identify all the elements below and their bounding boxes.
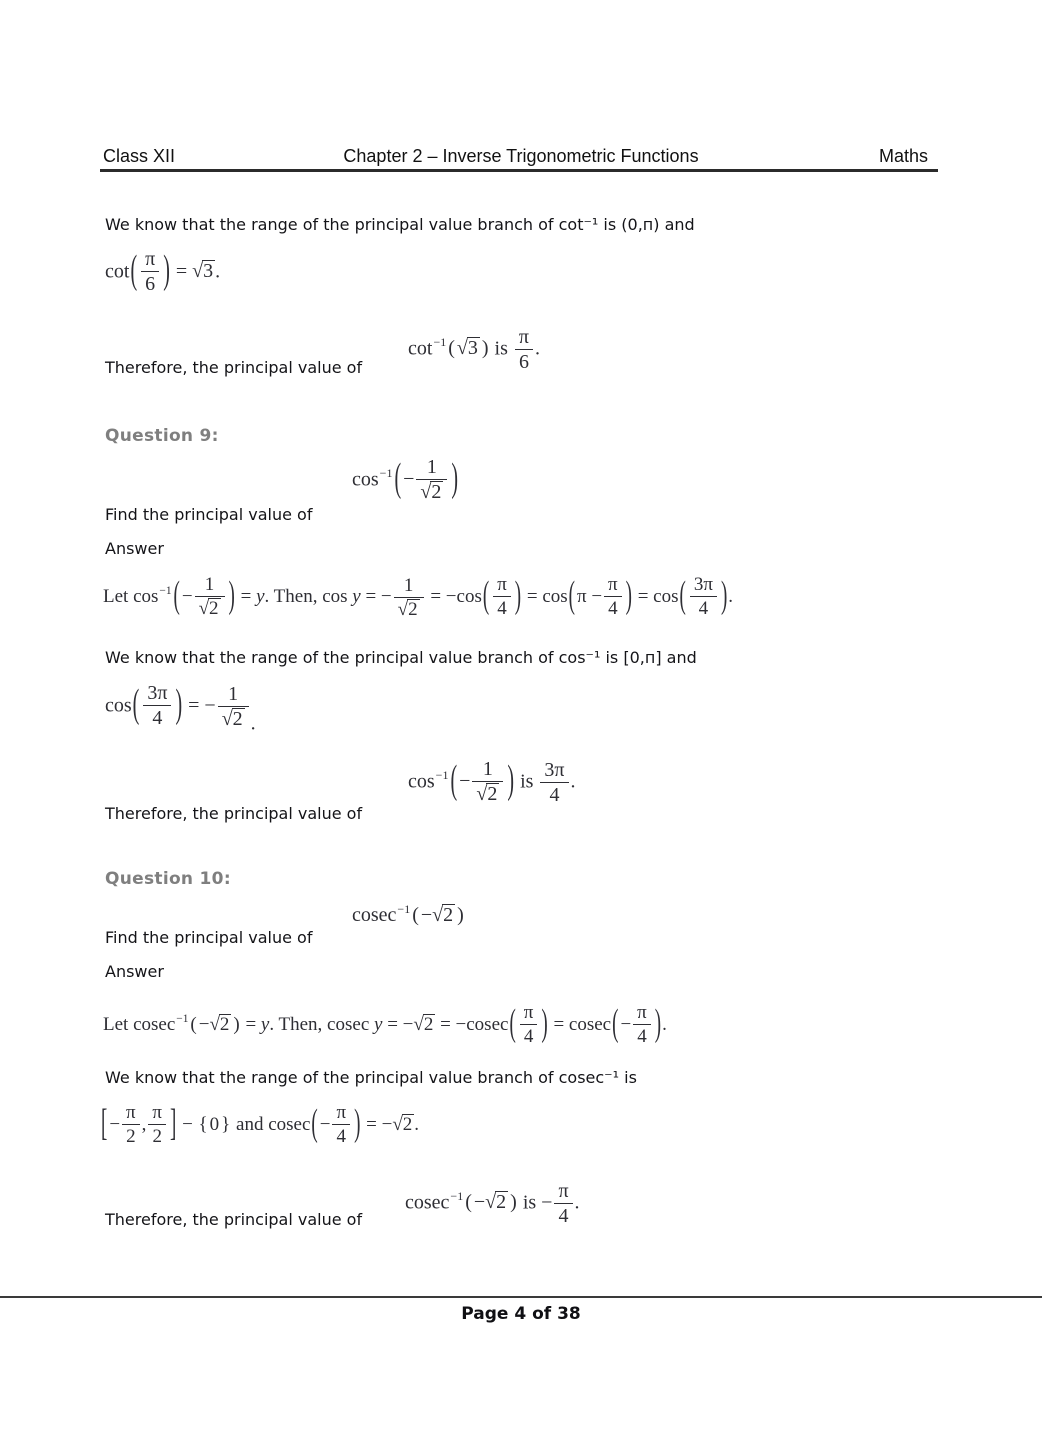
- math-text: .: [570, 770, 576, 793]
- paren-delimiter: (: [482, 574, 490, 618]
- math-text: .: [728, 585, 734, 607]
- denominator: [633, 1025, 651, 1047]
- numerator: [332, 1102, 350, 1125]
- radical-icon: √: [392, 1113, 403, 1135]
- math-text: −: [403, 468, 415, 491]
- numerator: [416, 456, 447, 480]
- paren-delimiter: ): [451, 456, 459, 501]
- fence: [464, 1191, 518, 1214]
- radicand: [402, 1114, 415, 1136]
- radicand: [442, 904, 455, 927]
- fence: [132, 682, 183, 730]
- math-text: 6: [145, 273, 156, 296]
- fraction: [515, 326, 533, 374]
- formula-cosec-inv-is: [405, 1180, 580, 1228]
- math-text: .: [574, 1191, 580, 1214]
- numerator: [554, 1180, 572, 1204]
- fraction: [394, 575, 424, 621]
- math-text: π: [145, 248, 156, 270]
- denominator: [472, 782, 503, 806]
- fence: [482, 574, 522, 620]
- paren-delimiter: ): [625, 574, 632, 618]
- math-text: π: [637, 1002, 647, 1023]
- math-text: π: [152, 1102, 162, 1123]
- fence-content: [181, 574, 228, 620]
- question-10-heading: Question 10:: [105, 869, 231, 889]
- numerator: [520, 1002, 538, 1025]
- header-subject-label: Maths: [878, 146, 928, 166]
- math-text: 2: [126, 1126, 136, 1148]
- math-text: . Then, cosec: [269, 1013, 374, 1035]
- footer-rule: [0, 1296, 1042, 1298]
- math-text: −: [420, 904, 433, 927]
- formula-cosec-inv-arg: [352, 902, 465, 927]
- radical-icon: √: [209, 1013, 220, 1035]
- numerator: [122, 1102, 140, 1125]
- fraction: [122, 1102, 140, 1148]
- fence-content: [619, 1002, 653, 1048]
- math-text: 3π: [693, 574, 713, 596]
- superscript: −1: [435, 768, 449, 783]
- radical-icon: √: [456, 337, 468, 360]
- math-var: y: [260, 1013, 270, 1035]
- radicand: [486, 783, 499, 806]
- math-text: 1: [403, 574, 414, 596]
- math-text: =: [170, 260, 193, 283]
- fence: [449, 758, 515, 806]
- formula-cot-inv-sqrt3: [408, 326, 540, 374]
- paren-delimiter: ): [514, 574, 522, 618]
- formula-let-cosec: [103, 1002, 667, 1048]
- numerator: [218, 683, 249, 707]
- numerator: [493, 574, 511, 597]
- fence-content: [490, 574, 514, 620]
- superscript: −1: [159, 585, 172, 598]
- therefore-label-2: Therefore, the principal value of: [105, 804, 363, 823]
- math-text: 2: [232, 708, 243, 731]
- paren-delimiter: ): [481, 337, 489, 360]
- paren-delimiter: [: [101, 1102, 108, 1145]
- paragraph-cosec-range: We know that the range of the principal value branch of cosec⁻¹ is: [105, 1068, 637, 1087]
- numerator: [143, 682, 171, 706]
- math-text: −: [473, 1191, 486, 1214]
- fence: [447, 337, 489, 360]
- fraction: [633, 1002, 651, 1048]
- fraction: [540, 759, 568, 807]
- math-text: −: [459, 770, 471, 793]
- numerator: [633, 1002, 651, 1025]
- paren-delimiter: (: [612, 1002, 619, 1045]
- denominator: [493, 597, 511, 619]
- radical-icon: √: [221, 708, 233, 731]
- radicand: [430, 481, 443, 504]
- math-text: 4: [152, 707, 163, 730]
- fraction: [493, 574, 511, 620]
- math-text: .: [215, 260, 221, 283]
- math-text: 3: [467, 337, 478, 360]
- header-chapter-title: Chapter 2 – Inverse Trigonometric Functions: [343, 146, 699, 166]
- fence: [129, 248, 170, 296]
- fence: [100, 1102, 177, 1148]
- fraction: [143, 682, 171, 730]
- math-text: cot: [105, 260, 130, 283]
- formula-cot-pi6: [105, 248, 220, 296]
- numerator: [472, 758, 503, 782]
- fraction: [472, 758, 503, 806]
- paren-delimiter: (: [568, 574, 575, 618]
- math-text: is: [515, 770, 539, 793]
- math-text: and cosec: [231, 1113, 311, 1135]
- sqrt: [398, 599, 420, 621]
- header-class-label: Class XII: [103, 146, 176, 166]
- denominator: [141, 272, 159, 295]
- page-number-label: Page 4 of 38: [461, 1304, 581, 1324]
- numerator: [515, 326, 533, 350]
- math-text: .: [414, 1113, 420, 1135]
- denominator: [332, 1125, 350, 1147]
- fraction: [604, 574, 622, 620]
- math-text: π: [126, 1102, 136, 1123]
- fraction: [332, 1102, 350, 1148]
- superscript: −1: [450, 1189, 464, 1204]
- fence-content: [687, 574, 720, 620]
- math-text: 2: [431, 481, 442, 504]
- math-text: = −cos: [425, 585, 482, 607]
- fence: [611, 1002, 662, 1048]
- sqrt: [192, 260, 215, 283]
- paragraph-cot-range: We know that the range of the principal value branch of cot⁻¹ is (0,п) and: [105, 215, 695, 234]
- math-text: 2: [496, 1191, 507, 1214]
- fraction: [520, 1002, 538, 1048]
- math-text: −: [319, 1113, 331, 1135]
- math-text: = −: [382, 1013, 414, 1035]
- sqrt: [199, 598, 221, 620]
- therefore-label-1: Therefore, the principal value of: [105, 358, 363, 377]
- fence-content: [108, 1102, 169, 1148]
- formula-cos-3pi4: [105, 682, 256, 735]
- header-rule: [100, 169, 938, 172]
- math-text: = cos: [522, 585, 568, 607]
- math-text: Let cos: [103, 585, 159, 607]
- numerator: [604, 574, 622, 597]
- fence: [411, 904, 465, 927]
- denominator: [218, 707, 249, 731]
- math-text: cosec: [352, 904, 397, 927]
- superscript: −1: [379, 466, 393, 481]
- paren-delimiter: {: [198, 1113, 208, 1135]
- math-text: 4: [336, 1126, 347, 1148]
- math-text: −: [109, 1113, 121, 1135]
- math-text: .: [535, 337, 540, 360]
- math-text: 2: [487, 783, 498, 806]
- math-text: 1: [482, 758, 493, 780]
- radicand: [407, 599, 420, 621]
- math-text: 3: [203, 260, 214, 283]
- math-text: 2: [408, 598, 418, 620]
- denominator: [520, 1025, 538, 1047]
- math-text: 2: [209, 598, 219, 620]
- radicand: [232, 708, 245, 731]
- math-text: .: [662, 1013, 667, 1035]
- radicand: [495, 1191, 508, 1214]
- denominator: [122, 1125, 140, 1147]
- denominator: [515, 350, 533, 373]
- denominator: [143, 706, 171, 729]
- fence: [310, 1102, 361, 1148]
- fraction: [416, 456, 447, 504]
- radical-icon: √: [420, 481, 432, 504]
- denominator: [394, 598, 424, 621]
- math-text: 4: [698, 598, 709, 620]
- math-text: π: [523, 1002, 534, 1023]
- math-text: ,: [141, 1113, 147, 1135]
- numerator: [141, 248, 159, 272]
- superscript: −1: [433, 335, 447, 350]
- sqrt: [209, 1014, 231, 1036]
- formula-cos-inv-is: [408, 758, 576, 807]
- paren-delimiter: ): [175, 682, 183, 727]
- answer-label-10: Answer: [105, 962, 164, 981]
- sqrt: [485, 1191, 508, 1214]
- radicand: [208, 598, 221, 620]
- denominator: [690, 597, 717, 619]
- fence: [568, 574, 633, 620]
- fence: [679, 574, 729, 620]
- radical-icon: √: [432, 904, 444, 927]
- math-text: π −: [576, 585, 603, 607]
- math-text: 4: [558, 1205, 569, 1228]
- sqrt: [222, 708, 245, 731]
- math-text: cos: [408, 770, 435, 793]
- paren-delimiter: ): [510, 1191, 517, 1214]
- math-text: 4: [523, 1026, 534, 1048]
- paren-delimiter: (: [509, 1002, 516, 1045]
- sqrt: [413, 1014, 435, 1036]
- fraction: [218, 683, 249, 731]
- radicand: [423, 1014, 436, 1036]
- fence-content: [517, 1002, 541, 1048]
- numerator: [690, 574, 717, 597]
- math-text: cot: [408, 337, 433, 360]
- radical-icon: √: [485, 1191, 497, 1214]
- math-text: cosec: [405, 1191, 450, 1214]
- paren-delimiter: (: [173, 574, 180, 618]
- sqrt: [476, 783, 499, 806]
- paren-delimiter: ): [507, 758, 515, 803]
- formula-cosec-range: [100, 1102, 419, 1148]
- math-text: 3π: [544, 759, 565, 781]
- paren-delimiter: (: [130, 248, 138, 293]
- math-text: is −: [517, 1191, 553, 1214]
- fence-content: [319, 1102, 353, 1148]
- math-text: 4: [637, 1026, 647, 1048]
- superscript: −1: [176, 1013, 189, 1026]
- numerator: [394, 575, 424, 598]
- fence-content: [140, 682, 174, 730]
- denominator: [554, 1204, 572, 1227]
- radicand: [219, 1014, 232, 1036]
- fence-content: [209, 1114, 221, 1136]
- fraction: [141, 248, 159, 296]
- math-text: 4: [497, 598, 507, 620]
- fence: [508, 1002, 548, 1048]
- math-var: y: [374, 1013, 383, 1035]
- radicand: [202, 260, 215, 283]
- paren-delimiter: (: [394, 456, 402, 501]
- fraction: [148, 1102, 166, 1148]
- denominator: [604, 597, 622, 619]
- fence-content: [402, 456, 450, 504]
- math-text: π: [558, 1180, 569, 1202]
- answer-label-9: Answer: [105, 539, 164, 558]
- math-text: π: [336, 1102, 347, 1123]
- paren-delimiter: (: [448, 337, 455, 360]
- math-text: 1: [228, 682, 239, 705]
- math-text: 4: [549, 784, 560, 807]
- superscript: −1: [397, 902, 411, 916]
- math-period: .: [250, 712, 256, 735]
- formula-let-cos: [103, 574, 733, 620]
- math-text: = cosec: [548, 1013, 612, 1035]
- fence: [393, 456, 459, 504]
- math-text: cos: [352, 468, 379, 491]
- math-text: =: [240, 1013, 261, 1035]
- fence: [189, 1014, 240, 1036]
- math-text: = cos: [632, 585, 679, 607]
- paren-delimiter: ): [720, 574, 728, 618]
- fraction: [554, 1180, 572, 1228]
- math-text: is: [489, 337, 513, 360]
- numerator: [195, 574, 225, 597]
- sqrt: [392, 1114, 414, 1136]
- sqrt: [420, 481, 443, 504]
- paren-delimiter: ): [163, 248, 170, 293]
- paren-delimiter: ): [228, 574, 235, 618]
- fence-content: [138, 248, 162, 296]
- math-var: y: [256, 585, 265, 607]
- paren-delimiter: (: [190, 1013, 197, 1035]
- math-text: 1: [426, 456, 437, 478]
- paren-delimiter: ): [654, 1002, 662, 1045]
- paren-delimiter: (: [311, 1102, 318, 1145]
- math-text: = −: [183, 694, 216, 717]
- math-text: −: [181, 585, 193, 607]
- math-text: 2: [152, 1126, 162, 1148]
- radical-icon: √: [192, 260, 204, 283]
- radical-icon: √: [476, 783, 488, 806]
- math-text: π: [608, 574, 618, 596]
- question-9-heading: Question 9:: [105, 426, 219, 446]
- paren-delimiter: }: [221, 1113, 231, 1135]
- math-text: 4: [608, 598, 618, 620]
- math-text: = −: [360, 585, 392, 607]
- math-text: −: [177, 1113, 198, 1135]
- paren-delimiter: (: [412, 904, 419, 927]
- sqrt: [432, 904, 455, 927]
- therefore-label-3: Therefore, the principal value of: [105, 1210, 363, 1229]
- math-text: 1: [204, 574, 215, 595]
- fence-content: [456, 337, 481, 360]
- paren-delimiter: (: [450, 758, 458, 803]
- denominator: [540, 783, 568, 806]
- math-text: 2: [402, 1113, 413, 1135]
- fence-content: [458, 758, 506, 806]
- paren-delimiter: ]: [169, 1102, 177, 1145]
- math-text: 2: [219, 1013, 230, 1035]
- fraction: [195, 574, 225, 620]
- denominator: [416, 480, 447, 504]
- denominator: [195, 597, 225, 620]
- fence-content: [198, 1014, 233, 1036]
- math-text: . Then, cos: [264, 585, 353, 607]
- math-text: = −: [361, 1113, 393, 1135]
- paren-delimiter: ): [457, 904, 464, 927]
- math-text: 2: [443, 904, 454, 927]
- numerator: [540, 759, 568, 783]
- find-label-10: Find the principal value of: [105, 928, 313, 947]
- math-text: 2: [423, 1013, 434, 1035]
- numerator: [148, 1102, 166, 1125]
- radical-icon: √: [198, 598, 210, 620]
- formula-cos-inv-arg: [352, 456, 459, 504]
- math-text: 6: [518, 351, 529, 374]
- math-text: = −cosec: [435, 1013, 509, 1035]
- math-text: 3π: [147, 682, 168, 704]
- paragraph-cos-range: We know that the range of the principal value branch of cos⁻¹ is [0,п] and: [105, 648, 697, 667]
- fence-content: [473, 1191, 509, 1214]
- paren-delimiter: ): [233, 1013, 240, 1035]
- fence-content: [420, 904, 456, 927]
- math-text: 0: [209, 1113, 220, 1135]
- radical-icon: √: [413, 1013, 424, 1035]
- denominator: [148, 1125, 166, 1147]
- paren-delimiter: (: [679, 574, 686, 618]
- math-text: cos: [105, 694, 132, 717]
- math-text: −: [198, 1013, 210, 1035]
- paren-delimiter: (: [465, 1191, 472, 1214]
- fence: [173, 574, 236, 620]
- sqrt: [457, 337, 480, 360]
- fence: [198, 1114, 232, 1136]
- paren-delimiter: ): [354, 1102, 361, 1145]
- paren-delimiter: ): [541, 1002, 548, 1045]
- math-var: y: [352, 585, 361, 607]
- find-label-9: Find the principal value of: [105, 505, 313, 524]
- math-text: =: [235, 585, 257, 607]
- math-text: π: [518, 326, 529, 348]
- fence-content: [576, 574, 625, 620]
- fraction: [690, 574, 717, 620]
- radical-icon: √: [397, 598, 409, 620]
- paren-delimiter: (: [132, 682, 140, 727]
- math-text: π: [497, 574, 507, 596]
- radicand: [467, 337, 480, 360]
- math-text: −: [620, 1013, 632, 1035]
- math-text: Let cosec: [103, 1013, 176, 1035]
